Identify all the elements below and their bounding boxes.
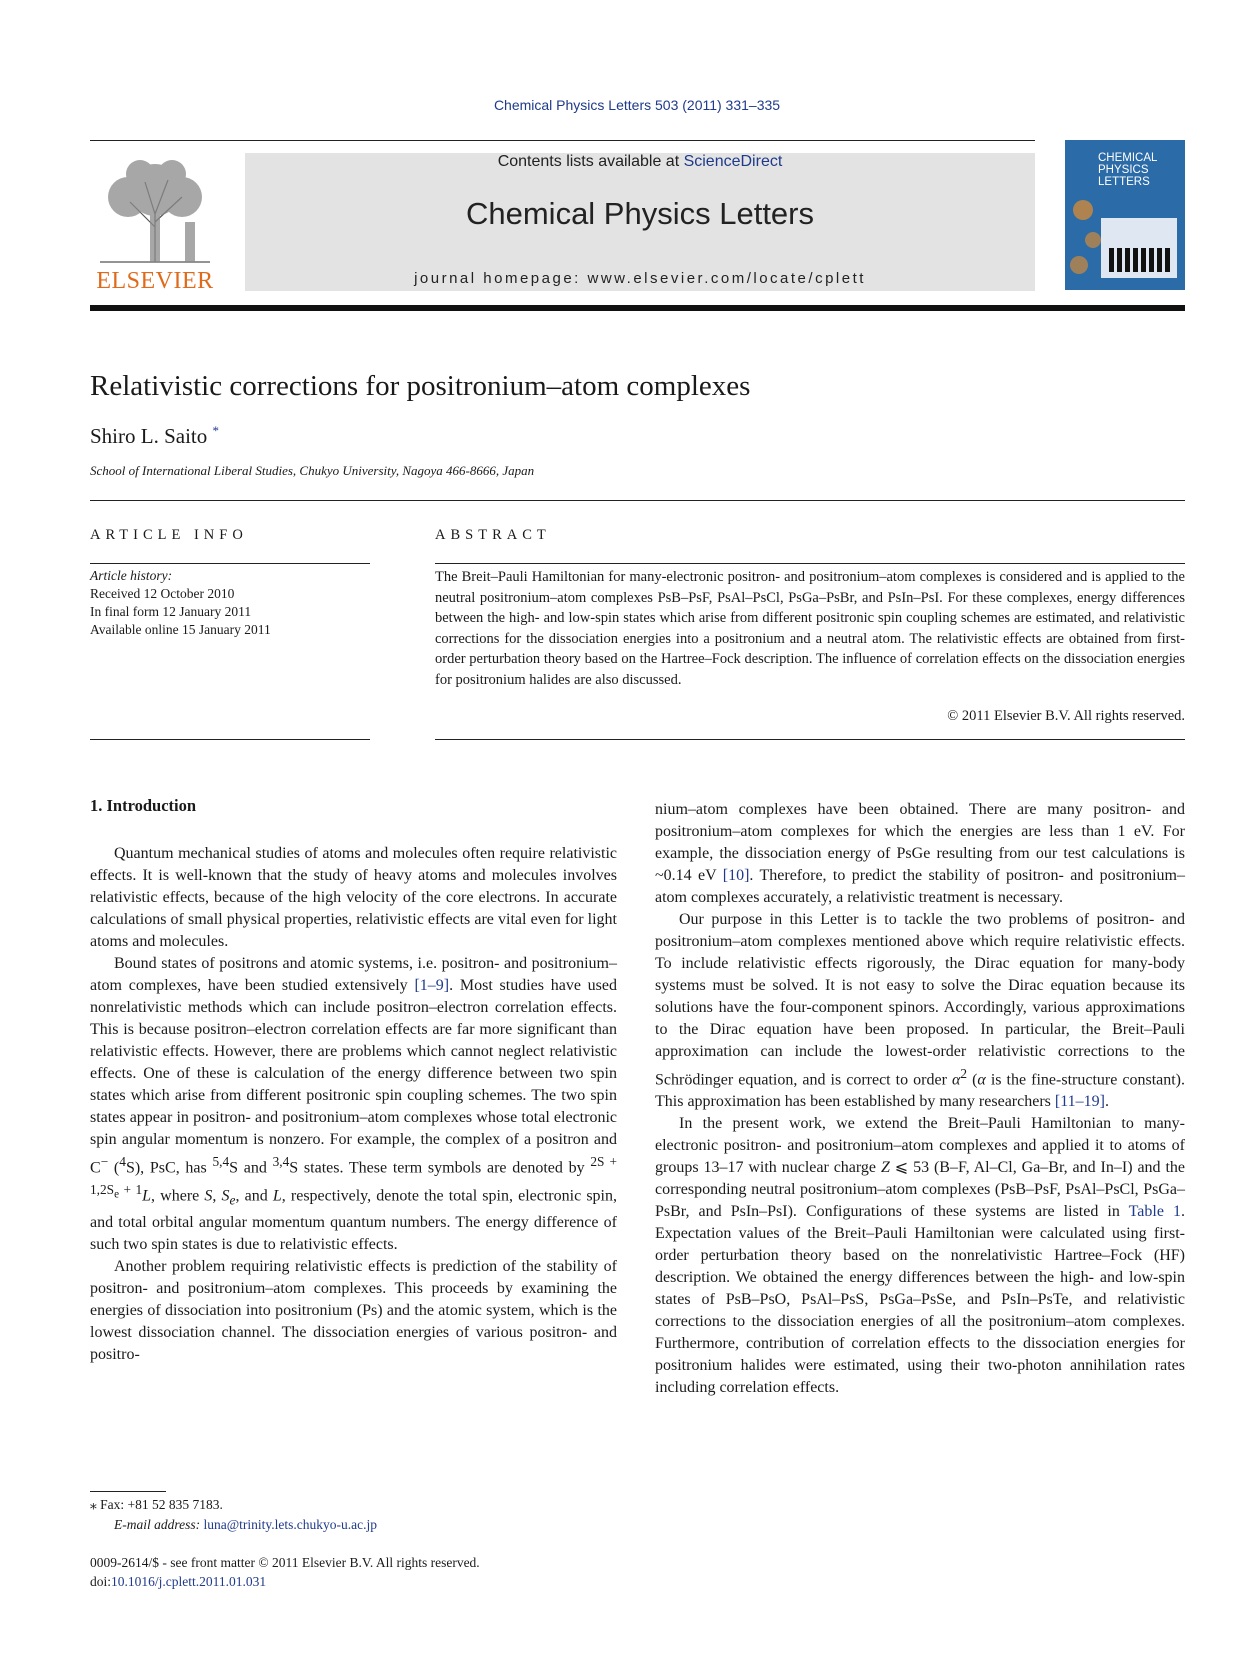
citation-ref[interactable]: [10]: [722, 867, 750, 884]
author-name: [90, 423, 219, 449]
email-link[interactable]: luna@trinity.lets.chukyo-u.ac.jp: [203, 1517, 378, 1532]
body-column-left: [90, 843, 617, 1366]
cover-title-line: CHEMICAL: [1098, 152, 1158, 164]
journal-citation[interactable]: Chemical Physics Letters 503 (2011) 331–335: [493, 97, 781, 113]
article-history: [90, 567, 370, 639]
paragraph: Our purpose in this Letter is to tackle the two problems of positron- and positronium–atom complexes mentioned above which require relativistic effects. To include relativistic effects rigorously, the Dirac equation for many-body systems must be solved. It is not easy to solve the Dirac equation because its solutions have the four-component spinors. Accordingly, various approximations to the Dirac equation have been proposed. In particular, the Breit–Pauli approximation can include the lowest-order relativistic corrections to the Schrödinger equation, and is correct to order $\alpha^2$ (α is the fine-structure constant). This approximation has been established by many researchers [11–19].: [655, 911, 1186, 1111]
footnote-fax: ⁎ Fax: +81 52 835 7183.: [90, 1497, 223, 1512]
doi-link[interactable]: 10.1016/j.cplett.2011.01.031: [111, 1574, 267, 1589]
journal-title: Chemical Physics Letters: [465, 196, 814, 231]
journal-homepage[interactable]: journal homepage: www.elsevier.com/locate/cplett: [414, 270, 866, 287]
doi-line: doi:10.1016/j.cplett.2011.01.031: [90, 1574, 267, 1589]
footnote-rule: [90, 1491, 166, 1492]
paragraph: Quantum mechanical studies of atoms and molecules often require relativistic effects. It is well-known that the study of heavy atoms and molecules involves relativistic effects, because of the high velocity of the core electrons. In accurate calculations of small physical properties, relativistic effects are vital even for light atoms and molecules.: [90, 845, 617, 950]
footnote-email: [90, 1515, 377, 1535]
issn-line: 0009-2614/$ - see front matter © 2011 Elsevier B.V. All rights reserved.: [90, 1555, 480, 1570]
paragraph: In the present work, we extend the Breit–Pauli Hamiltonian to many-electronic positron- and positronium–atom complexes and applied it to atoms of groups 13–17 with nuclear charge Z ⩽ 53 (B–F, Al–Cl, Ga–Br, and In–I) and the corresponding neutral positronium–atom complexes (PsB–PsF, PsAl–PsCl, PsGa–PsBr, and PsIn–PsI). Configurations of these systems are listed in Table 1. Expectation values of the Breit–Pauli Hamiltonian were calculated using first-order perturbation theory based on the nonrelativistic Hartree–Fock (HF) description. We obtained the energy differences between the high- and low-spin states of PsB–PsO, PsAl–PsS, PsGa–PsSe, and PsIn–PsTe, and relativistic corrections to the dissociation energies of all the positronium–atom complexes. Furthermore, contribution of correlation effects to the dissociation energies for positronium halides were estimated, using their two-photon annihilation rates including correlation effects.: [655, 1115, 1186, 1397]
elsevier-logo-text: ELSEVIER: [96, 268, 214, 294]
front-matter: [90, 1553, 480, 1591]
article-info-rule: [90, 739, 370, 740]
sciencedirect-link[interactable]: ScienceDirect: [683, 153, 783, 170]
abstract-rule: [435, 563, 1185, 564]
article-title: Relativistic corrections for positronium–atom complexes: [90, 370, 751, 402]
paragraph: Another problem requiring relativistic effects is prediction of the stability of positron- and positronium–atom complexes. This proceeds by examining the energies of dissociation into positronium (Ps) and the atomic system, which is the lowest dissociation channel. The dissociation energies of various positron- and positro-: [90, 1257, 617, 1363]
author-footnote: [90, 1495, 377, 1535]
contents-prefix: Contents lists available at: [497, 153, 684, 170]
cover-title-line: PHYSICS: [1098, 164, 1149, 176]
cover-title-line: LETTERS: [1098, 176, 1150, 188]
article-info-heading: ARTICLE INFO: [90, 527, 248, 543]
footnote-mark: ⁎: [90, 1497, 97, 1512]
table-ref[interactable]: Table 1: [1128, 1203, 1181, 1221]
abstract-text: The Breit–Pauli Hamiltonian for many-electronic positron- and positronium–atom complexes is considered and is applied to the neutral positronium–atom complexes PsB–PsF, PsAl–PsCl, PsGa–PsBr, and PsIn–PsI. For these complexes, energy differences between the high- and low-spin states which arise from different positronic spin coupling schemes are estimated, and relativistic corrections for the dissociation energies into a positronium and a neutral atom. The relativistic effects are obtained from first-order perturbation theory based on the Hartree–Fock description. The influence of correlation effects on the dissociation energies for positronium halides are also discussed.: [435, 569, 1185, 688]
citation-ref[interactable]: [11–19]: [1054, 1093, 1105, 1111]
history-online: Available online 15 January 2011: [90, 622, 271, 637]
contents-line: [245, 153, 1035, 171]
body-column-right: [655, 799, 1185, 1399]
author-footnote-mark[interactable]: *: [212, 423, 220, 438]
paragraph: nium–atom complexes have been obtained. There are many positron- and positronium–atom complexes for which the energies are less than 1 eV. For example, the dissociation energy of PsGe resulting from our test calculations is ~0.14 eV [10]. Therefore, to predict the stability of positron- and positronium–atom complexes accurately, a relativistic treatment is necessary.: [655, 801, 1186, 906]
paragraph: Bound states of positrons and atomic systems, i.e. positron- and positronium–atom complexes, have been studied extensively [1–9]. Most studies have used nonrelativistic methods which can include positron–electron correlation effects. This is because positron–electron correlation effects are far more significant than relativistic effects. However, there are problems which cannot neglect relativistic effects. One of these is calculation of the energy difference between two spin states which arise from different positronic spin coupling schemes. The two spin states appear in positron- and positronium–atom complexes whose total electronic spin angular momentum is nonzero. For example, the complex of a positron and C− ($^4$S), PsC, has $^{5,4}$S and $^{3,4}$S states. These term symbols are denoted by $^{2S + 1,2S_e + 1}$L, where S, $S_e$, and L, respectively, denote the total spin, electronic spin, and total orbital angular momentum quantum numbers. The energy difference of such two spin states is due to relativistic effects.: [90, 955, 618, 1253]
abstract-rule: [435, 739, 1185, 740]
history-label: Article history:: [90, 568, 173, 583]
abstract-copyright: © 2011 Elsevier B.V. All rights reserved.: [947, 708, 1185, 724]
header-rule: [90, 140, 1035, 141]
section-heading: 1. Introduction: [90, 796, 197, 815]
article-info-rule: [90, 563, 370, 564]
email-label: E-mail address:: [114, 1517, 201, 1532]
author-affiliation: School of International Liberal Studies, Chukyo University, Nagoya 466-8666, Japan: [90, 463, 535, 478]
header-thick-rule: [90, 305, 1185, 311]
cover-title: [1098, 152, 1188, 188]
history-received: Received 12 October 2010: [90, 586, 235, 601]
author-text: Shiro L. Saito: [90, 424, 208, 448]
citation-ref[interactable]: [1–9]: [414, 977, 450, 994]
title-rule: [90, 500, 1185, 501]
abstract-heading: ABSTRACT: [435, 527, 551, 543]
history-final-form: In final form 12 January 2011: [90, 604, 252, 619]
